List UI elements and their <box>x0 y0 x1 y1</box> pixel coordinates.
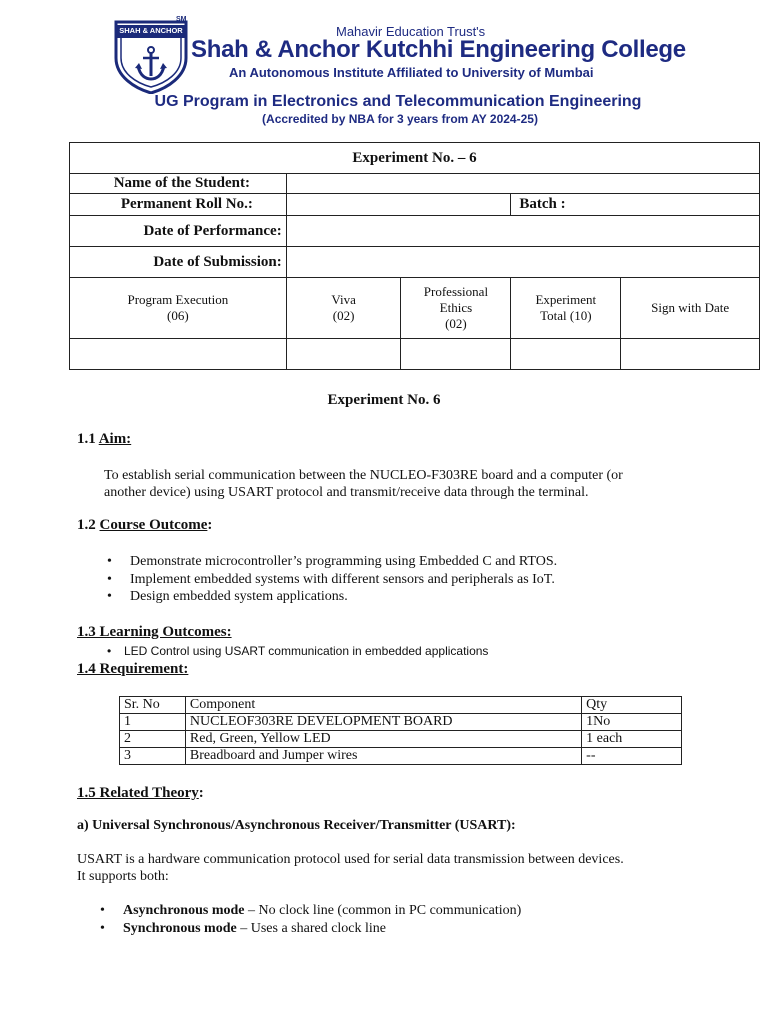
submission-date-label: Date of Submission: <box>70 247 287 278</box>
college-logo <box>112 14 190 94</box>
autonomous-line: An Autonomous Institute Affiliated to University of Mumbai <box>229 65 594 80</box>
description-line: USART is a hardware communication protocol used for serial data transmission between devices. <box>77 852 624 867</box>
theory-colon: : <box>198 785 204 801</box>
aim-line: To establish serial communication between the NUCLEO-F303RE board and a computer (or <box>104 468 623 483</box>
aim-line: another device) using USART protocol and transmit/receive data through the terminal. <box>104 485 589 500</box>
student-name-label: Name of the Student: <box>70 174 287 194</box>
form-title: Experiment No. – 6 <box>70 143 760 174</box>
marks-professional-ethics <box>401 278 511 339</box>
table-cell: NUCLEOF303RE DEVELOPMENT BOARD <box>185 714 581 731</box>
table-cell: 1No <box>582 714 682 731</box>
course-outcome-number: 1.2 <box>77 517 96 533</box>
batch-label-text: Batch : <box>519 196 566 212</box>
table-cell: -- <box>582 748 682 765</box>
list-item <box>123 902 521 920</box>
table-row <box>120 714 682 731</box>
experiment-form-table <box>69 142 760 370</box>
marks-sign-with-date: Sign with Date <box>621 278 760 339</box>
accreditation-line: (Accredited by NBA for 3 years from AY 2024-25) <box>262 112 538 126</box>
roll-no-field[interactable] <box>286 194 511 216</box>
requirement-heading: 1.4 Requirement: <box>77 661 189 677</box>
column-header: Component <box>185 697 581 714</box>
student-name-field[interactable] <box>286 174 759 194</box>
aim-heading <box>77 431 131 448</box>
mark-max: (06) <box>167 308 189 323</box>
mode-term: Synchronous mode <box>123 920 237 936</box>
marks-viva <box>286 278 401 339</box>
list-item: • Demonstrate microcontroller’s programming using Embedded C and RTOS. <box>130 553 557 571</box>
table-cell: Breadboard and Jumper wires <box>185 748 581 765</box>
score-experiment-total[interactable] <box>511 339 621 370</box>
mark-label: Program Execution <box>127 292 229 307</box>
submission-date-field[interactable] <box>286 247 759 278</box>
usart-description <box>77 851 624 885</box>
table-cell: 2 <box>120 731 186 748</box>
performance-date-field[interactable] <box>286 216 759 247</box>
mode-desc: – Uses a shared clock line <box>236 920 387 936</box>
requirement-table <box>119 696 682 765</box>
usart-modes-list <box>123 902 521 937</box>
marks-program-execution <box>70 278 287 339</box>
usart-subheading: a) Universal Synchronous/Asynchronous Receiver/Transmitter (USART): <box>77 818 516 833</box>
score-viva[interactable] <box>286 339 401 370</box>
course-outcome-list <box>130 553 557 606</box>
course-outcome-heading <box>77 517 212 534</box>
table-cell: 1 each <box>582 731 682 748</box>
theory-label: 1.5 Related Theory <box>77 785 199 801</box>
program-title: UG Program in Electronics and Telecommunication Engineering <box>154 93 642 110</box>
score-sign[interactable] <box>621 339 760 370</box>
description-line: It supports both: <box>77 869 169 884</box>
list-item: • Design embedded system applications. <box>130 588 557 606</box>
mark-label: Professional <box>423 284 489 299</box>
mark-label: Experiment <box>535 292 597 307</box>
list-item <box>123 920 521 938</box>
column-header: Sr. No <box>120 697 186 714</box>
table-row <box>120 748 682 765</box>
table-cell: Red, Green, Yellow LED <box>185 731 581 748</box>
course-outcome-label: Course Outcome <box>99 517 208 533</box>
theory-heading <box>77 785 204 802</box>
logo-text: SHAH & ANCHOR <box>119 26 183 35</box>
mode-term: Asynchronous mode <box>123 903 245 918</box>
course-outcome-colon: : <box>207 517 213 533</box>
experiment-title: Experiment No. 6 <box>327 392 441 408</box>
aim-number: 1.1 <box>77 431 96 447</box>
mark-max: (02) <box>445 316 467 331</box>
college-name: Shah & Anchor Kutchhi Engineering College <box>191 36 686 63</box>
aim-text <box>104 467 623 501</box>
mode-desc: – No clock line (common in PC communication) <box>244 903 522 918</box>
mark-max: Total (10) <box>540 308 592 323</box>
table-row <box>120 731 682 748</box>
trust-name: Mahavir Education Trust's <box>336 24 486 39</box>
mark-max: (02) <box>332 308 355 323</box>
mark-label: Viva <box>331 292 356 307</box>
list-item: • LED Control using USART communication in embedded applications <box>124 643 488 661</box>
learning-outcomes-list <box>124 643 488 661</box>
score-professional-ethics[interactable] <box>401 339 511 370</box>
logo-mark: SM <box>176 16 187 23</box>
learning-outcomes-heading: 1.3 Learning Outcomes: <box>77 624 232 640</box>
table-cell: 1 <box>120 714 186 731</box>
table-cell: 3 <box>120 748 186 765</box>
marks-experiment-total <box>511 278 621 339</box>
score-program-execution[interactable] <box>70 339 287 370</box>
list-item: • Implement embedded systems with different sensors and peripherals as IoT. <box>130 571 557 589</box>
aim-label: Aim: <box>98 431 132 447</box>
column-header: Qty <box>582 697 682 714</box>
table-header-row <box>120 697 682 714</box>
roll-no-label: Permanent Roll No.: <box>70 194 287 216</box>
performance-date-label: Date of Performance: <box>70 216 287 247</box>
batch-label[interactable] <box>511 194 760 216</box>
mark-label: Ethics <box>439 300 473 315</box>
